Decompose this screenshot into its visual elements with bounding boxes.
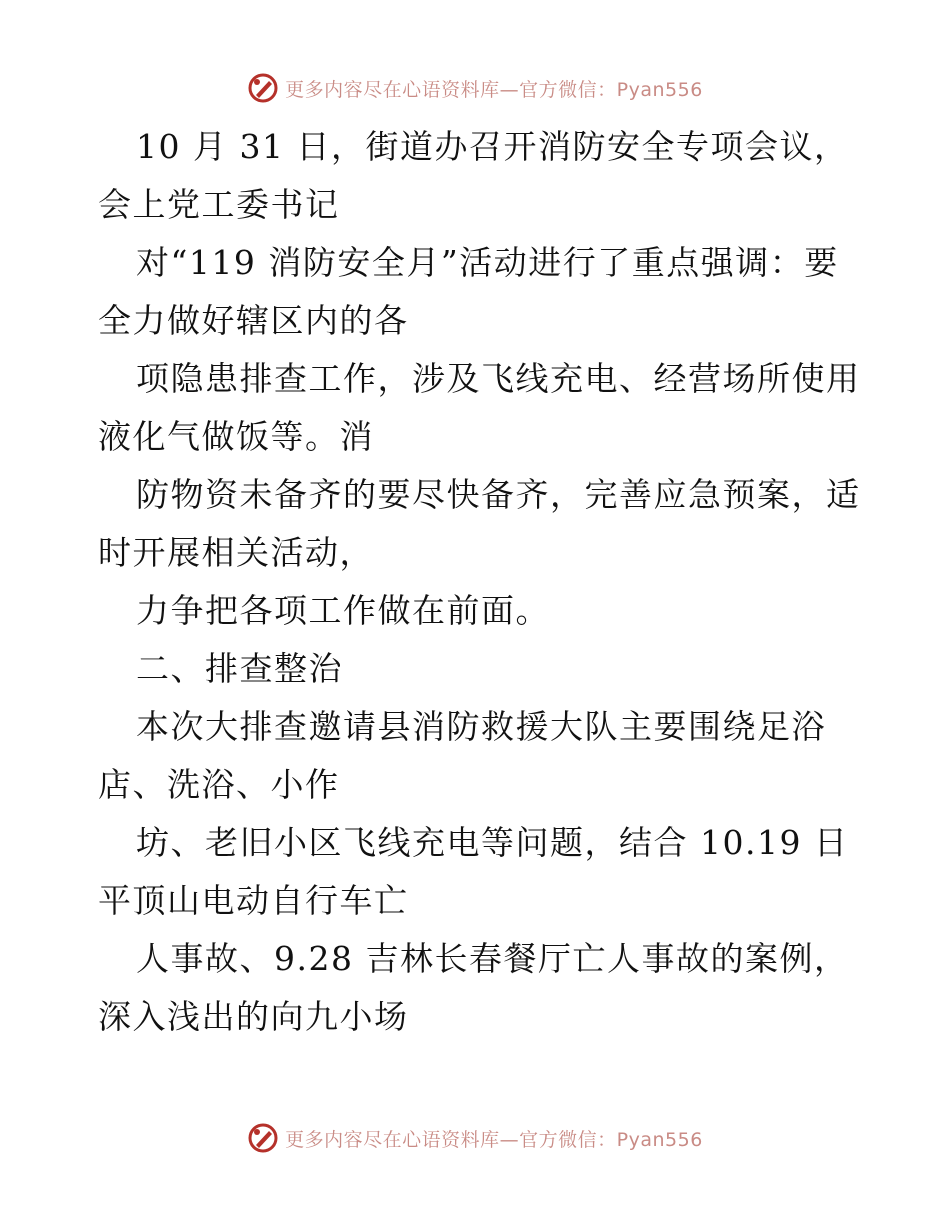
footer-banner-text: 更多内容尽在心语资料库—官方微信：Pyan556 — [285, 1128, 703, 1151]
header-banner-text: 更多内容尽在心语资料库—官方微信：Pyan556 — [285, 78, 703, 101]
body-line: 防物资未备齐的要尽快备齐，完善应急预案，适 — [136, 475, 861, 514]
body-line: 项隐患排查工作，涉及飞线充电、经营场所使用 — [136, 359, 861, 398]
footer-banner — [0, 1122, 950, 1154]
body-line: 坊、老旧小区飞线充电等问题，结合 10.19 日 — [136, 823, 849, 862]
body-line: 平顶山电动自行车亡 — [98, 881, 409, 920]
body-line: 会上党工委书记 — [98, 185, 340, 224]
body-line: 对“119 消防安全月”活动进行了重点强调：要 — [136, 243, 839, 282]
body-line: 全力做好辖区内的各 — [98, 301, 409, 340]
body-line: 人事故、9.28 吉林长春餐厅亡人事故的案例， — [136, 939, 849, 978]
body-line: 店、洗浴、小作 — [98, 765, 340, 804]
pen-seal-icon — [247, 1122, 279, 1154]
section-heading: 二、排查整治 — [136, 649, 343, 688]
pen-seal-icon — [247, 72, 279, 104]
body-line: 本次大排查邀请县消防救援大队主要围绕足浴 — [136, 707, 826, 746]
document-body — [98, 118, 861, 1046]
body-line: 深入浅出的向九小场 — [98, 997, 409, 1036]
body-line: 力争把各项工作做在前面。 — [136, 591, 550, 630]
header-banner — [0, 72, 950, 104]
body-line: 液化气做饭等。消 — [98, 417, 374, 456]
body-line: 10 月 31 日，街道办召开消防安全专项会议， — [136, 127, 849, 166]
body-line: 时开展相关活动， — [98, 533, 374, 572]
